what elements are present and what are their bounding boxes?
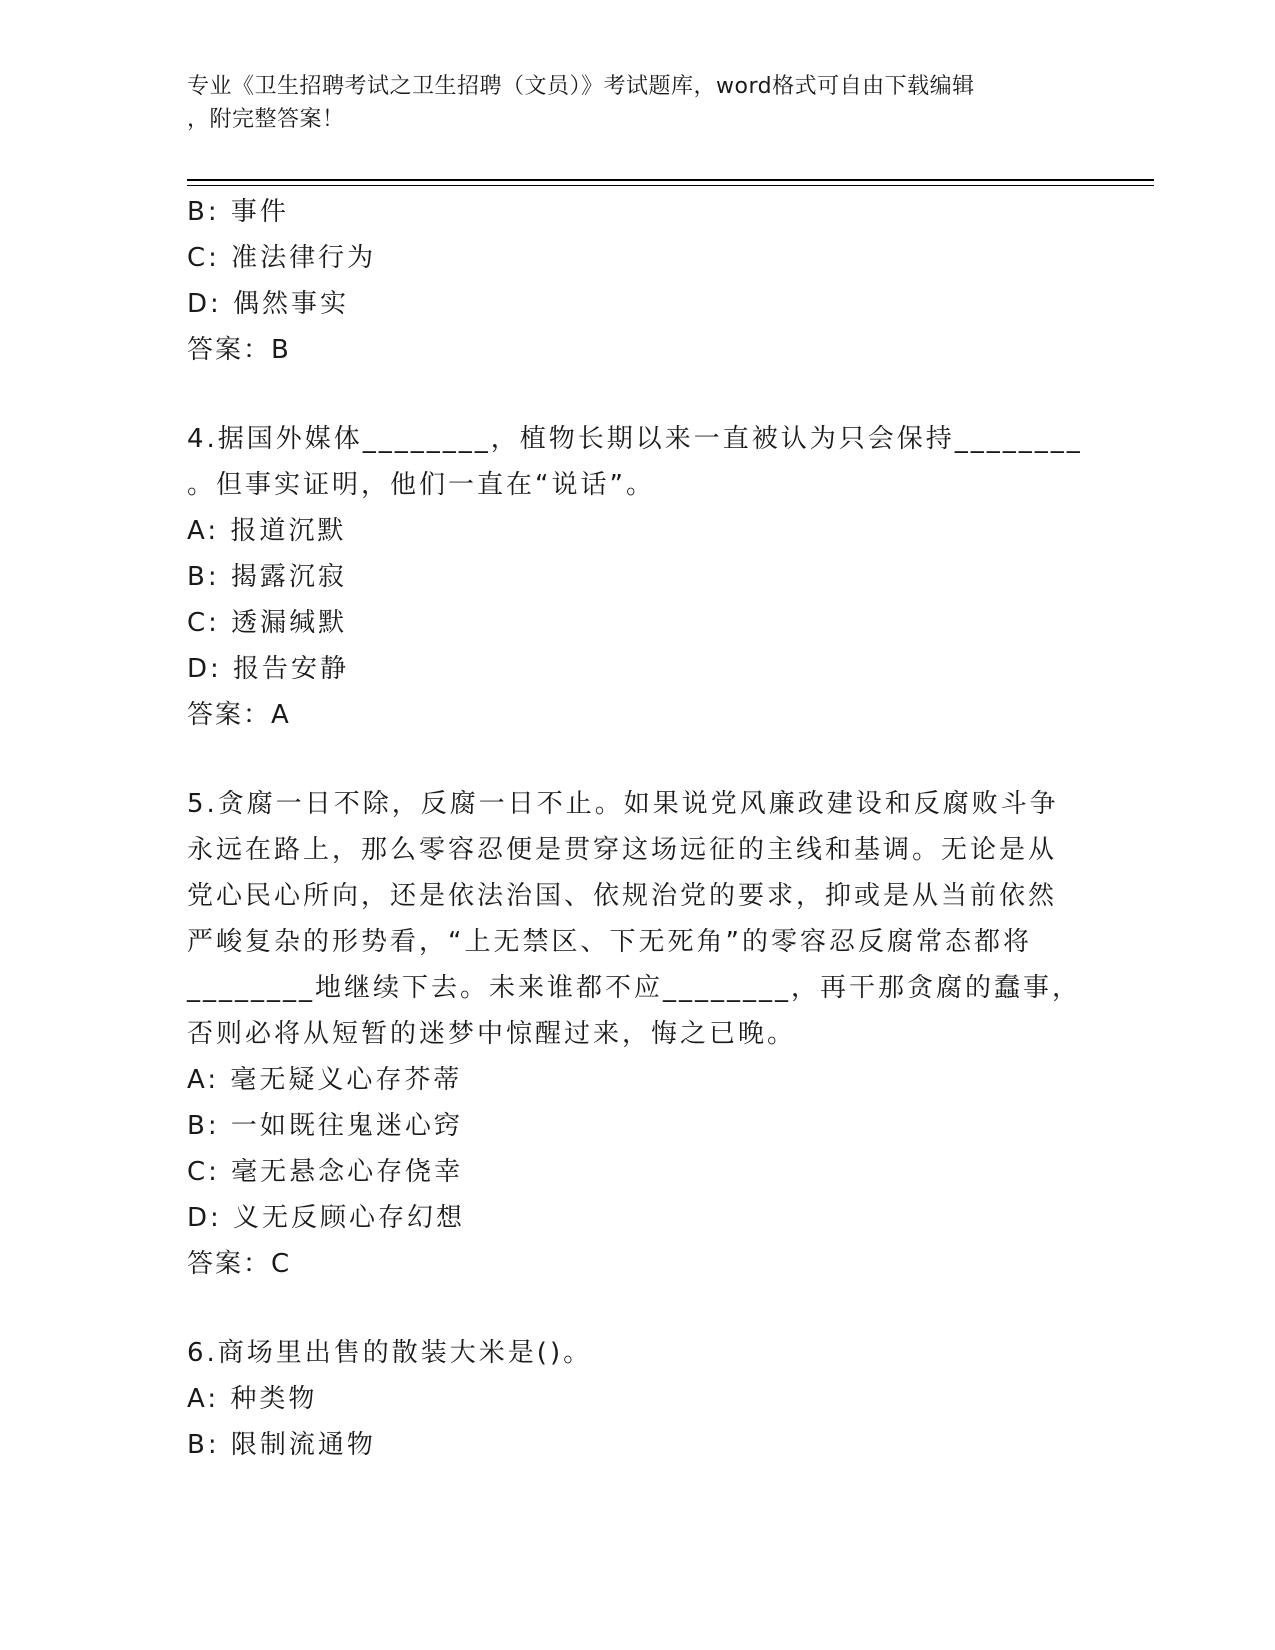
q3-option-b: B: 事件 — [187, 197, 289, 227]
q6-option-a: A: 种类物 — [187, 1384, 318, 1414]
q5-option-b: B: 一如既往鬼迷心窍 — [187, 1111, 463, 1141]
q4-answer: 答案：A — [187, 700, 291, 730]
q5-stem-line-6: 否则必将从短暂的迷梦中惊醒过来，悔之已晚。 — [187, 1019, 797, 1049]
q4-option-b: B: 揭露沉寂 — [187, 562, 347, 592]
spacer — [187, 1287, 1067, 1330]
q4-option-a: A: 报道沉默 — [187, 516, 347, 546]
question-list — [187, 189, 1083, 1468]
question-6 — [187, 1330, 1067, 1468]
q6-stem: 6.商场里出售的散装大米是()。 — [187, 1338, 593, 1368]
q3-option-d: D: 偶然事实 — [187, 289, 350, 319]
q5-stem-line-2: 永远在路上，那么零容忍便是贯穿这场远征的主线和基调。无论是从 — [187, 835, 1058, 865]
spacer — [187, 373, 1067, 416]
q4-option-c: C: 透漏缄默 — [187, 608, 348, 638]
q6-option-b: B: 限制流通物 — [187, 1430, 376, 1460]
header-title-line-2: ，附完整答案！ — [187, 107, 345, 132]
q5-stem-line-4: 严峻复杂的形势看，“上无禁区、下无死角”的零容忍反腐常态都将 — [187, 927, 1032, 957]
q3-answer: 答案：B — [187, 335, 291, 365]
q5-stem-line-1: 5.贪腐一日不除，反腐一日不止。如果说党风廉政建设和反腐败斗争 — [187, 789, 1059, 819]
q3-option-c: C: 准法律行为 — [187, 243, 377, 273]
q4-stem-line-2: 。但事实证明，他们一直在“说话”。 — [187, 470, 655, 500]
q5-option-c: C: 毫无悬念心存侥幸 — [187, 1157, 464, 1187]
q4-option-d: D: 报告安静 — [187, 654, 350, 684]
question-5 — [187, 781, 1082, 1287]
q5-answer: 答案：C — [187, 1249, 292, 1279]
q4-stem-line-1: 4.据国外媒体________，植物长期以来一直被认为只会保持________ — [187, 424, 1083, 454]
q5-option-d: D: 义无反顾心存幻想 — [187, 1203, 466, 1233]
question-3-partial — [187, 189, 1067, 373]
q5-stem-line-3: 党心民心所向，还是依法治国、依规治党的要求，抑或是从当前依然 — [187, 881, 1058, 911]
spacer — [187, 738, 1067, 781]
header-title-line-1: 专业《卫生招聘考试之卫生招聘（文员）》考试题库，word格式可自由下载编辑 — [187, 74, 975, 99]
document-header — [187, 70, 1067, 136]
header-rule-thick — [187, 179, 1154, 181]
question-4 — [187, 416, 1083, 738]
q5-stem-line-5: ________地继续下去。未来谁都不应________，再干那贪腐的蠢事， — [187, 973, 1082, 1003]
q5-option-a: A: 毫无疑义心存芥蒂 — [187, 1065, 463, 1095]
header-rule-thin — [187, 185, 1154, 186]
